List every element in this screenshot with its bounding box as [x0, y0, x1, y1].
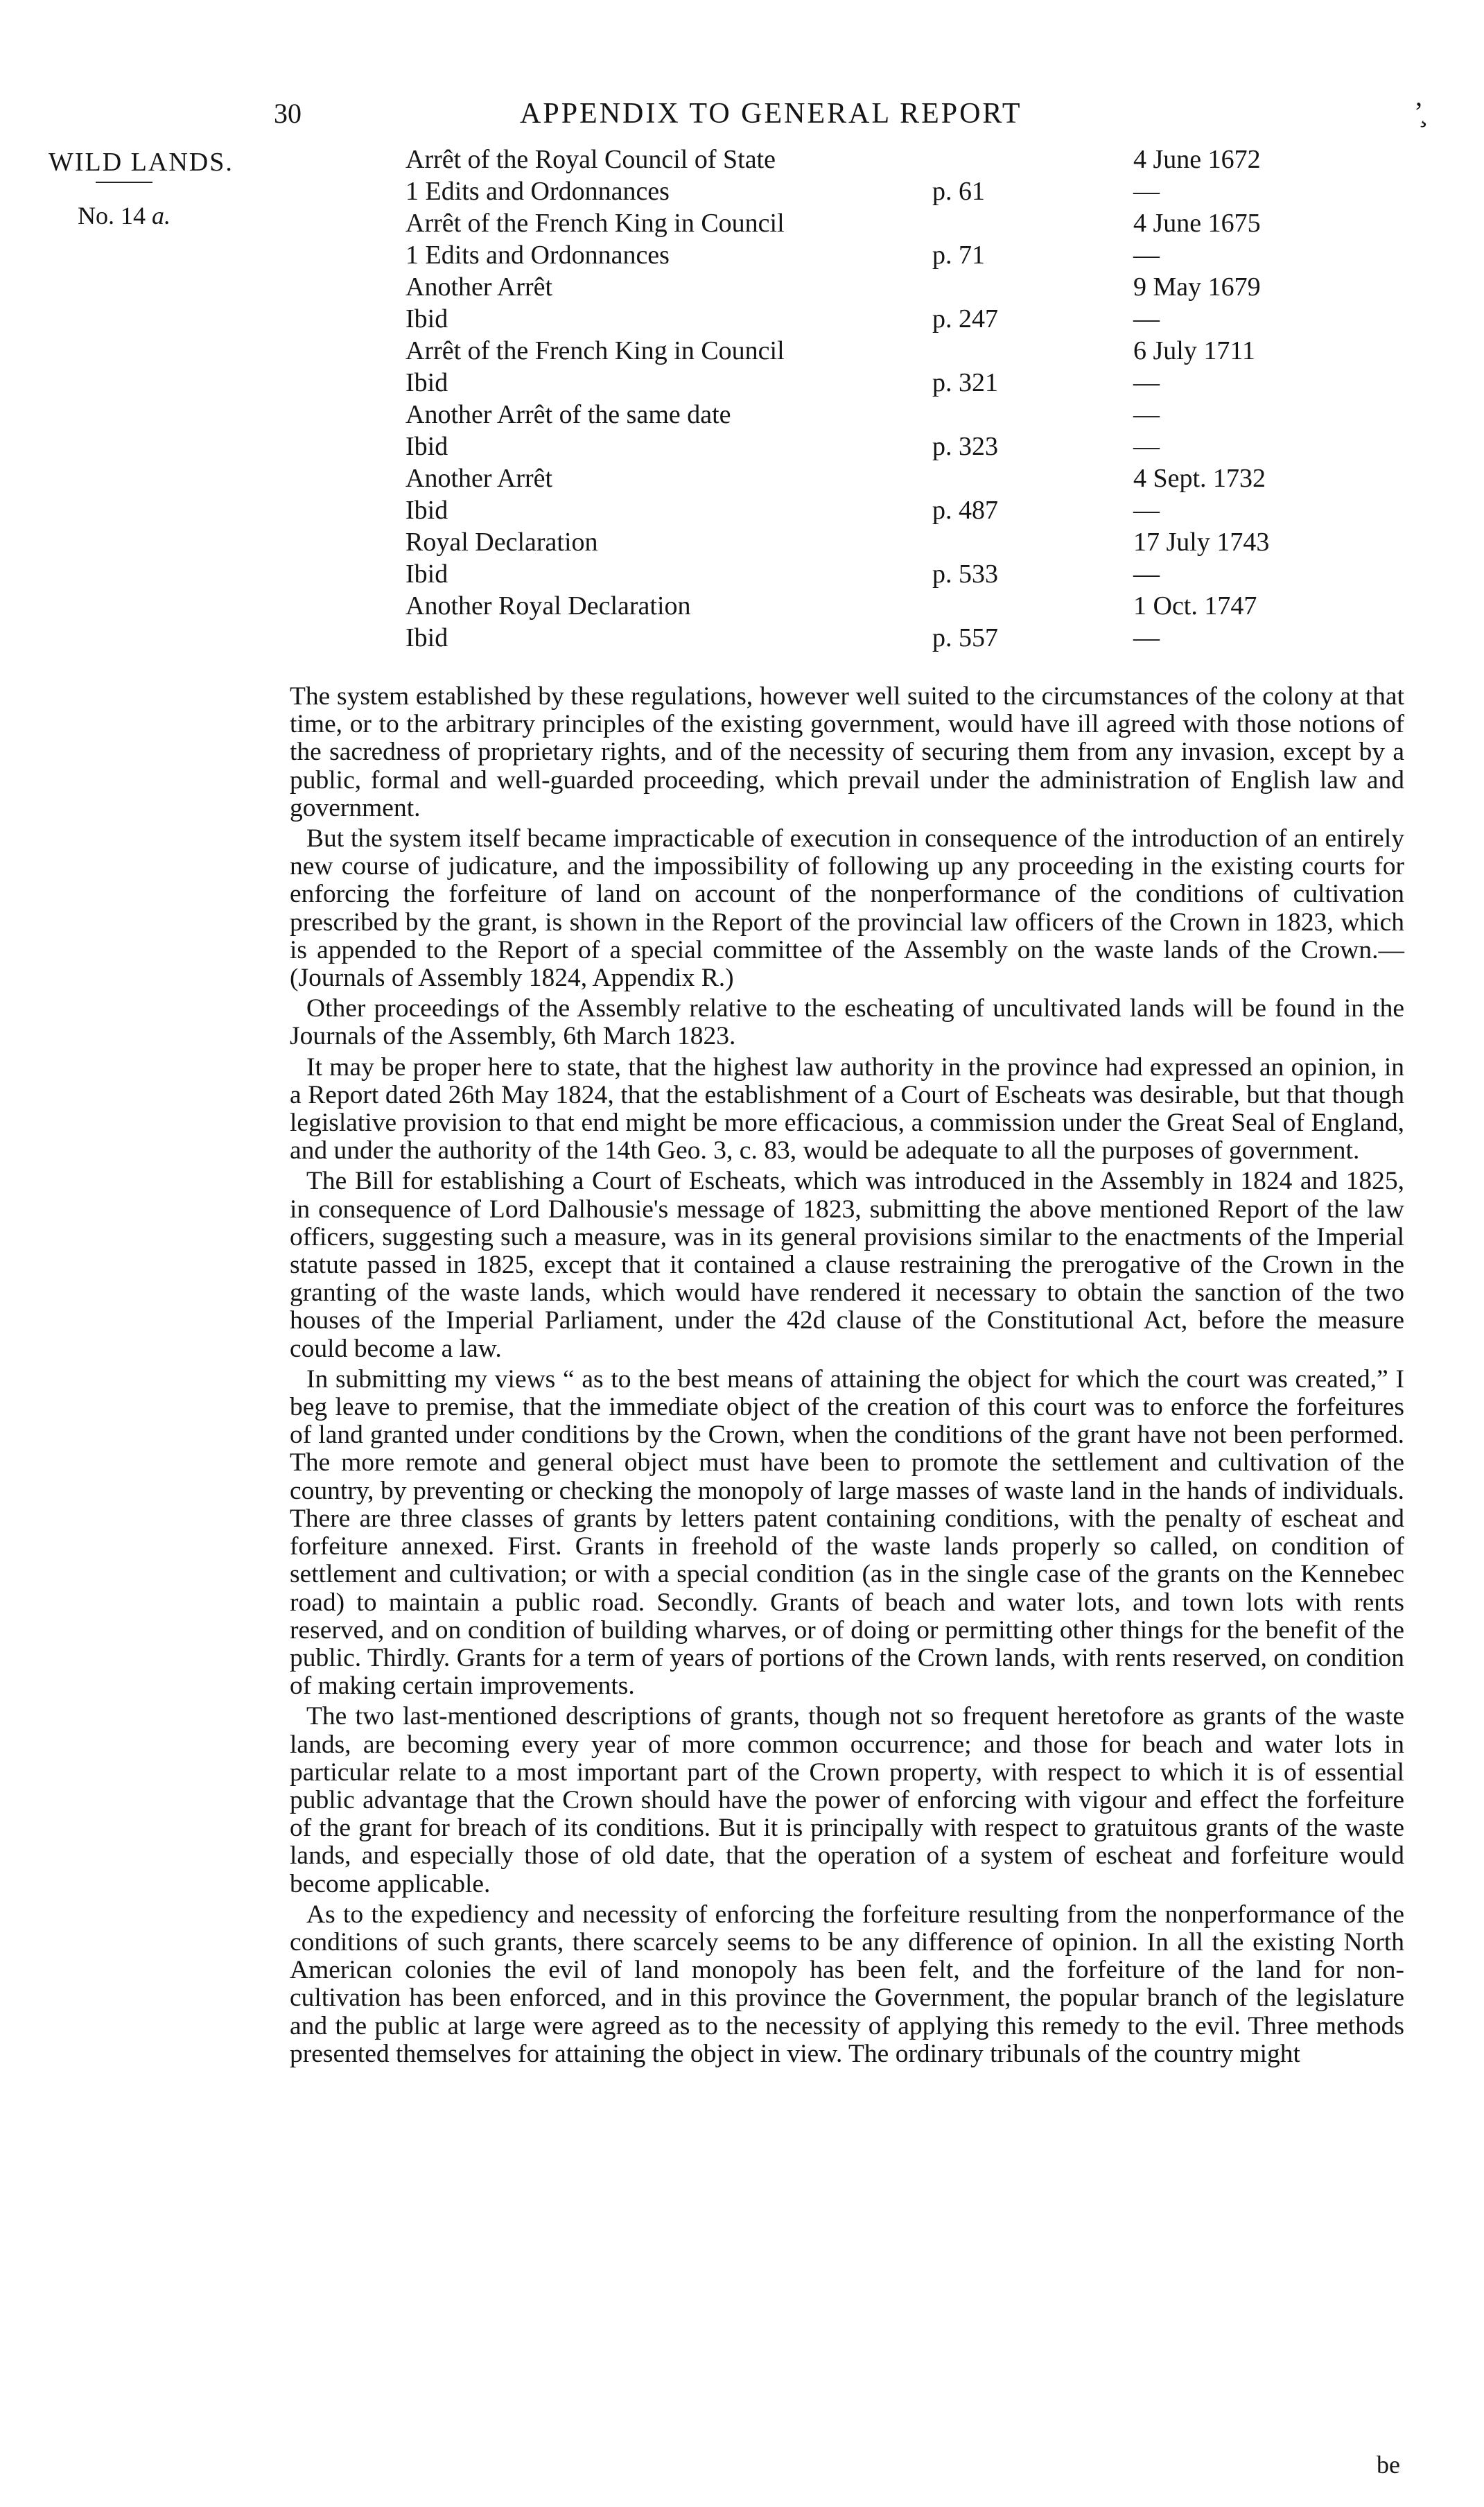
- regulation-label: Arrêt of the Royal Council of State: [405, 145, 776, 174]
- page-number: 30: [274, 98, 302, 129]
- paragraph: Other proceedings of the Assembly relative to the escheating of uncultivated lands will be found in the Journals of the Assembly, 6th March 1823.: [290, 994, 1404, 1051]
- regulation-date: —: [1133, 559, 1160, 589]
- regulation-row: [405, 463, 1376, 495]
- regulation-label: Another Arrêt: [405, 272, 553, 302]
- regulation-page: p. 533: [932, 559, 998, 589]
- regulation-row: [405, 208, 1376, 240]
- regulation-label: Ibid: [405, 623, 448, 652]
- regulation-label: Arrêt of the French King in Council: [405, 336, 785, 365]
- regulation-label: Arrêt of the French King in Council: [405, 209, 785, 238]
- regulation-date: 4 Sept. 1732: [1133, 464, 1266, 493]
- regulation-label: 1 Edits and Ordonnances: [405, 177, 670, 206]
- regulation-date: 4 June 1675: [1133, 209, 1261, 238]
- regulation-date: —: [1133, 496, 1160, 525]
- regulation-page: p. 323: [932, 432, 998, 461]
- regulation-label: Another Royal Declaration: [405, 591, 691, 621]
- regulation-date: —: [1133, 400, 1160, 429]
- regulation-row: [405, 495, 1376, 527]
- regulation-page: p. 321: [932, 368, 998, 397]
- regulation-row: [405, 176, 1376, 208]
- regulation-page: p. 61: [932, 177, 985, 206]
- regulation-label: Another Arrêt of the same date: [405, 400, 731, 429]
- side-note-number-prefix: No. 14: [78, 202, 146, 229]
- regulation-label: Ibid: [405, 496, 448, 525]
- regulation-date: —: [1133, 623, 1160, 652]
- paragraph: The Bill for establishing a Court of Escheats, which was introduced in the Assembly in 1824 and 1825, in consequence of Lord Dalhousie's message of 1823, submitting the above mentioned Report of the law officers, suggesting such a measure, was in its general provisions similar to the enactments of the Imperial statute passed in 1825, except that it contained a clause restraining the prerogative of the Crown in the granting of the waste lands, which would have rendered it necessary to obtain the sanction of the two houses of the Imperial Parliament, under the 42d clause of the Constitutional Act, before the measure could become a law.: [290, 1167, 1404, 1363]
- regulation-row: [405, 240, 1376, 272]
- regulation-date: 4 June 1672: [1133, 145, 1261, 174]
- regulation-page: p. 487: [932, 496, 998, 525]
- paragraph: The system established by these regulations, however well suited to the circumstances of the colony at that time, or to the arbitrary principles of the existing government, would have ill agreed with those notions of the sacredness of proprietary rights, and of the necessity of securing them from any invasion, except by a public, formal and well-guarded proceeding, which prevail under the administration of English law and government.: [290, 682, 1404, 822]
- regulation-row: [405, 144, 1376, 176]
- regulation-date: —: [1133, 177, 1160, 206]
- regulation-row: [405, 304, 1376, 336]
- regulation-date: 6 July 1711: [1133, 336, 1255, 365]
- corner-mark: ʼ̧: [1414, 96, 1424, 128]
- regulation-date: —: [1133, 432, 1160, 461]
- regulation-row: [405, 367, 1376, 399]
- regulation-label: Ibid: [405, 368, 448, 397]
- paragraph: In submitting my views “ as to the best means of attaining the object for which the court was created,” I beg leave to premise, that the immediate object of the creation of this court was to enforce the forfeitures of land granted under conditions by the Crown, when the conditions of the grant have not been performed. The more remote and general object must have been to promote the settlement and cultivation of the country, by preventing or checking the monopoly of large masses of waste land in the hands of individuals. There are three classes of grants by letters patent containing conditions, with the penalty of escheat and forfeiture annexed. First. Grants in freehold of the waste lands properly so called, on condition of settlement and cultivation; or with a special condition (as in the single case of the grants on the Kennebec road) to maintain a public road. Secondly. Grants of beach and water lots, and town lots with rents reserved, and on condition of building wharves, or of doing or permitting other things for the benefit of the public. Thirdly. Grants for a term of years of portions of the Crown lands, with rents reserved, on condition of making certain improvements.: [290, 1364, 1404, 1701]
- regulation-date: —: [1133, 304, 1160, 333]
- regulation-date: 17 July 1743: [1133, 528, 1270, 557]
- body-text: [290, 683, 1404, 2071]
- paragraph: As to the expediency and necessity of enforcing the forfeiture resulting from the nonperformance of the conditions of such grants, there scarcely seems to be any difference of opinion. In all the existing North American colonies the evil of land monopoly has been felt, and the forfeiture of the land for non-cultivation has been enforced, and in this province the Government, the popular branch of the legislature and the public at large were agreed as to the necessity of applying this remedy to the evil. Three methods presented themselves for attaining the object in view. The ordinary tribunals of the country might: [290, 1900, 1404, 2068]
- regulation-row: [405, 431, 1376, 463]
- regulations-list: [405, 144, 1376, 654]
- side-note-number: [78, 201, 171, 230]
- side-note-title: WILD LANDS.: [49, 148, 234, 177]
- paragraph: It may be proper here to state, that the highest law authority in the province had expressed an opinion, in a Report dated 26th May 1824, that the establishment of a Court of Escheats was desirable, but that though legislative provision to that end might be more efficacious, a commission under the Great Seal of England, and under the authority of the 14th Geo. 3, c. 83, would be adequate to all the purposes of government.: [290, 1052, 1404, 1165]
- regulation-date: 9 May 1679: [1133, 272, 1261, 302]
- regulation-row: [405, 527, 1376, 559]
- regulation-date: 1 Oct. 1747: [1133, 591, 1257, 621]
- running-head: APPENDIX TO GENERAL REPORT: [520, 98, 1022, 130]
- regulation-label: Royal Declaration: [405, 528, 598, 557]
- regulation-label: 1 Edits and Ordonnances: [405, 241, 670, 270]
- regulation-page: p. 71: [932, 241, 985, 270]
- regulation-page: p. 557: [932, 623, 998, 652]
- regulation-row: [405, 591, 1376, 623]
- regulation-row: [405, 336, 1376, 367]
- catch-word: be: [1377, 2451, 1400, 2479]
- regulation-row: [405, 559, 1376, 591]
- side-note-number-suffix: a.: [152, 202, 171, 229]
- regulation-date: —: [1133, 368, 1160, 397]
- paragraph: But the system itself became impracticable of execution in consequence of the introduction of an entirely new course of judicature, and the impossibility of following up any proceeding in the existing courts for enforcing the forfeiture of land on account of the nonperformance of the conditions of cultivation prescribed by the grant, is shown in the Report of the provincial law officers of the Crown in 1823, which is appended to the Report of a special committee of the Assembly on the waste lands of the Crown.—(Journals of Assembly 1824, Appendix R.): [290, 824, 1404, 993]
- regulation-date: —: [1133, 241, 1160, 270]
- side-note-rule: [96, 182, 152, 183]
- paragraph: The two last-mentioned descriptions of grants, though not so frequent heretofore as grants of the waste lands, are becoming every year of more common occurrence; and those for beach and water lots in particular relate to a most important part of the Crown property, with respect to which it is of essential public advantage that the Crown should have the power of enforcing with vigour and effect the forfeiture of the grant for breach of its conditions. But it is principally with respect to gratuitous grants of the waste lands, and especially those of old date, that the operation of a system of escheat and forfeiture would become applicable.: [290, 1702, 1404, 1898]
- regulation-page: p. 247: [932, 304, 998, 333]
- regulation-row: [405, 272, 1376, 304]
- regulation-label: Another Arrêt: [405, 464, 553, 493]
- regulation-row: [405, 623, 1376, 654]
- regulation-label: Ibid: [405, 432, 448, 461]
- regulation-row: [405, 399, 1376, 431]
- regulation-label: Ibid: [405, 559, 448, 589]
- regulation-label: Ibid: [405, 304, 448, 333]
